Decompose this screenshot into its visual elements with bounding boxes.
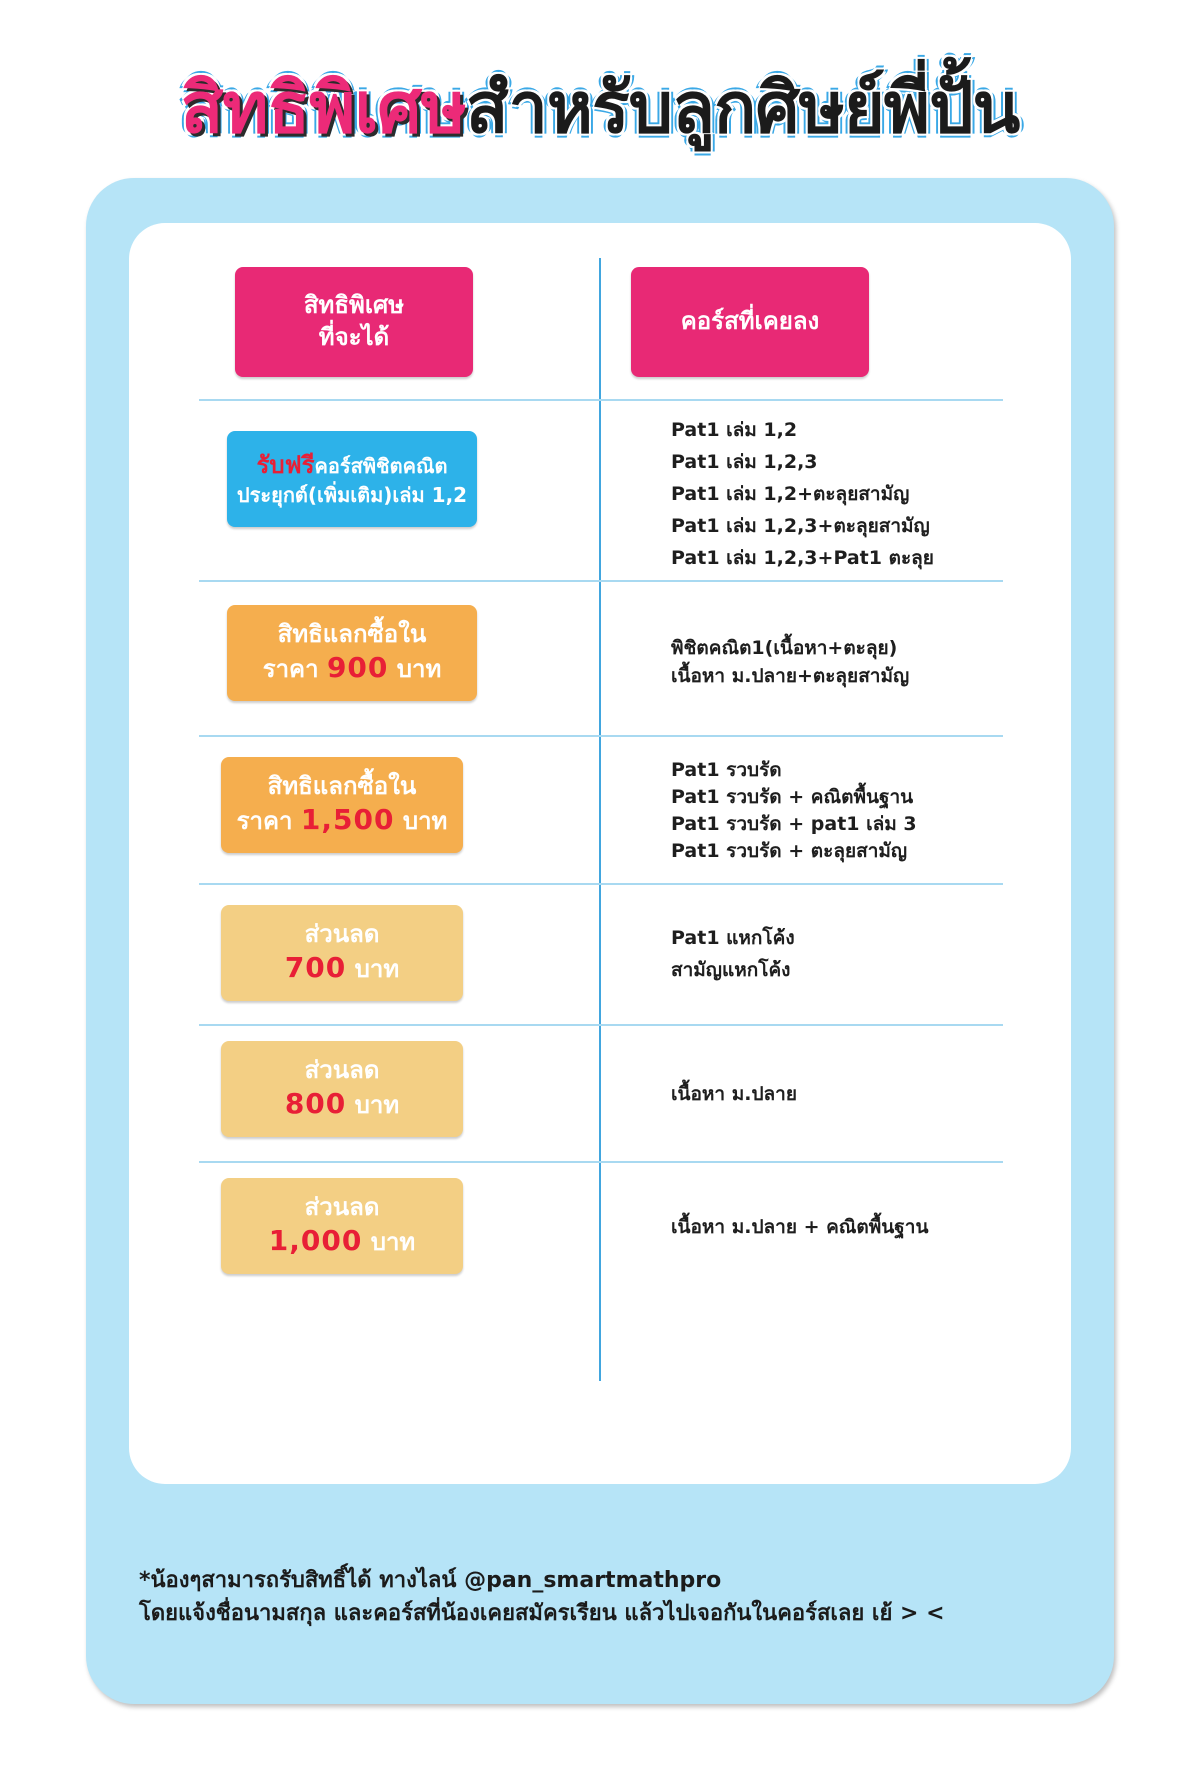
discount-label: ส่วนลด [304,1192,380,1221]
course-item: Pat1 เล่ม 1,2,3+ตะลุยสามัญ [671,515,930,537]
discount-unit: บาท [354,955,400,984]
discount-label: ส่วนลด [304,1055,380,1084]
course-item: เนื้อหา ม.ปลาย + คณิตพื้นฐาน [671,1216,929,1238]
discount-amount: 800 [284,1087,347,1121]
privilege-price-line [237,802,448,839]
course-item: เนื้อหา ม.ปลาย [671,1083,797,1105]
price-unit: บาท [396,655,442,684]
privilege-line: สิทธิแลกซื้อใน [267,771,417,800]
discount-amount: 700 [284,951,347,985]
privilege-free-course [227,431,477,527]
page-title [0,52,1200,163]
row-divider [199,1024,1003,1026]
row-divider [199,580,1003,582]
title-rest: สำหรับลูกศิษย์พี่ปั้น [465,67,1020,149]
privilege-exchange-900 [227,605,477,701]
privilege-exchange-1500 [221,757,463,853]
discount-unit: บาท [370,1228,416,1257]
privilege-line: สิทธิแลกซื้อใน [277,619,427,648]
price-amount: 900 [326,651,389,685]
discount-amount: 1,000 [268,1224,363,1258]
privilege-discount-1000 [221,1178,463,1274]
course-list [671,755,917,863]
row-divider [199,399,1003,401]
course-item: พิชิตคณิต1(เนื้อหา+ตะลุย) [671,637,898,659]
course-item: Pat1 แหกโค้ง [671,927,795,949]
course-list [671,633,909,689]
note-line2: โดยแจ้งชื่อนามสกุล และคอร์สที่น้องเคยสมัครเรียน แล้วไปเจอกันในคอร์สเลย เย้ > < [139,1601,945,1626]
header-privilege-line2: ที่จะได้ [318,323,390,351]
title-highlight: สิทธิพิเศษ [180,67,466,149]
discount-amount-line [285,950,399,987]
price-prefix: ราคา [262,655,319,684]
row-divider [199,1161,1003,1163]
privilege-price-line [263,650,442,687]
course-item: สามัญแหกโค้ง [671,959,791,981]
free-course-name-2: ประยุกต์(เพิ่มเติม)เล่ม 1,2 [236,482,468,507]
discount-unit: บาท [354,1091,400,1120]
free-course-name: คอร์สพิชิตคณิต [314,453,448,478]
price-unit: บาท [402,807,448,836]
header-courses [631,267,869,377]
course-item: Pat1 รวบรัด + ตะลุยสามัญ [671,840,908,862]
course-item: Pat1 เล่ม 1,2,3 [671,451,818,473]
privilege-line [256,450,447,482]
course-item: เนื้อหา ม.ปลาย+ตะลุยสามัญ [671,665,910,687]
price-prefix: ราคา [236,807,293,836]
price-amount: 1,500 [300,803,395,837]
privilege-discount-800 [221,1041,463,1137]
course-list [671,1079,797,1111]
header-courses-label: คอร์สที่เคยลง [680,307,820,336]
free-tag: รับฟรี [256,450,315,479]
course-list [671,1212,928,1244]
course-item: Pat1 รวบรัด [671,759,782,781]
discount-amount-line [285,1086,399,1123]
course-item: Pat1 เล่ม 1,2+ตะลุยสามัญ [671,483,910,505]
row-divider [199,883,1003,885]
footer-note [139,1564,945,1630]
discount-amount-line [269,1223,415,1260]
course-item: Pat1 เล่ม 1,2 [671,419,798,441]
course-item: Pat1 รวบรัด + pat1 เล่ม 3 [671,813,917,835]
course-list [671,415,934,575]
discount-label: ส่วนลด [304,919,380,948]
privilege-table [129,223,1071,1484]
header-privilege-line1: สิทธิพิเศษ [303,291,405,320]
privilege-panel [86,178,1114,1704]
privilege-discount-700 [221,905,463,1001]
note-line1: *น้องๆสามารถรับสิทธิ์ได้ ทางไลน์ @pan_smartmathpro [139,1568,722,1593]
course-item: Pat1 รวบรัด + คณิตพื้นฐาน [671,786,914,808]
row-divider [199,735,1003,737]
header-privilege [235,267,473,377]
column-divider [599,258,601,1381]
course-list [671,923,795,987]
course-item: Pat1 เล่ม 1,2,3+Pat1 ตะลุย [671,547,934,569]
